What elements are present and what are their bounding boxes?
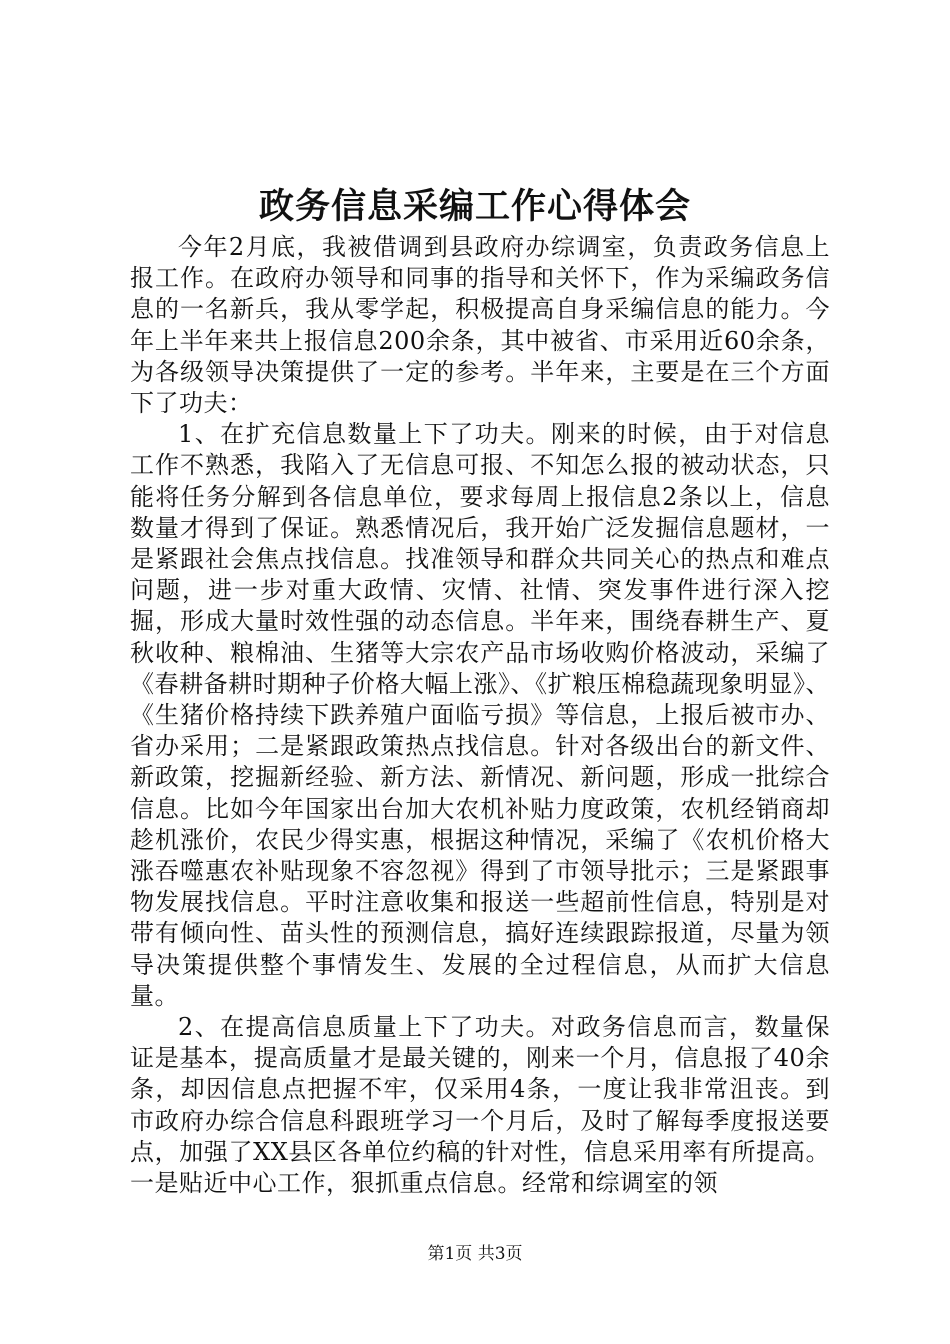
document-title: 政务信息采编工作心得体会 [258,186,691,227]
page-footer: 第1页 共3页 [427,1244,523,1264]
document-body [130,232,830,1199]
paragraph-intro: 今年2月底，我被借调到县政府办综调室，负责政务信息上报工作。在政府办领导和同事的指导和关怀下，作为采编政务信息的一名新兵，我从零学起，积极提高自身采编信息的能力。今年上半年来共上报信息200余条，其中被省、市采用近60余条，为各级领导决策提供了一定的参考。半年来，主要是在三个方面下了功夫： [130,233,830,418]
paragraph-section-2: 2、在提高信息质量上下了功夫。对政务信息而言，数量保证是基本，提高质量才是最关键的，刚来一个月，信息报了40余条，却因信息点把握不牢，仅采用4条，一度让我非常沮丧。到市政府办综合信息科跟班学习一个月后，及时了解每季度报送要点，加强了XX县区各单位约稿的针对性，信息采用率有所提高。一是贴近中心工作，狠抓重点信息。经常和综调室的领 [130,1013,830,1198]
paragraph-section-1: 1、在扩充信息数量上下了功夫。刚来的时候，由于对信息工作不熟悉，我陷入了无信息可报、不知怎么报的被动状态，只能将任务分解到各信息单位，要求每周上报信息2条以上，信息数量才得到了保证。熟悉情况后，我开始广泛发掘信息题材，一是紧跟社会焦点找信息。找准领导和群众共同关心的热点和难点问题，进一步对重大政情、灾情、社情、突发事件进行深入挖掘，形成大量时效性强的动态信息。半年来，围绕春耕生产、夏秋收种、粮棉油、生猪等大宗农产品市场收购价格波动，采编了《春耕备耕时期种子价格大幅上涨》、《扩粮压棉稳蔬现象明显》、《生猪价格持续下跌养殖户面临亏损》等信息，上报后被市办、省办采用；二是紧跟政策热点找信息。针对各级出台的新文件、新政策，挖掘新经验、新方法、新情况、新问题，形成一批综合信息。比如今年国家出台加大农机补贴力度政策，农机经销商却趁机涨价，农民少得实惠，根据这种情况，采编了《农机价格大涨吞噬惠农补贴现象不容忽视》得到了市领导批示；三是紧跟事物发展找信息。平时注意收集和报送一些超前性信息，特别是对带有倾向性、苗头性的预测信息，搞好连续跟踪报道，尽量为领导决策提供整个事情发生、发展的全过程信息，从而扩大信息量。 [130,420,830,1010]
